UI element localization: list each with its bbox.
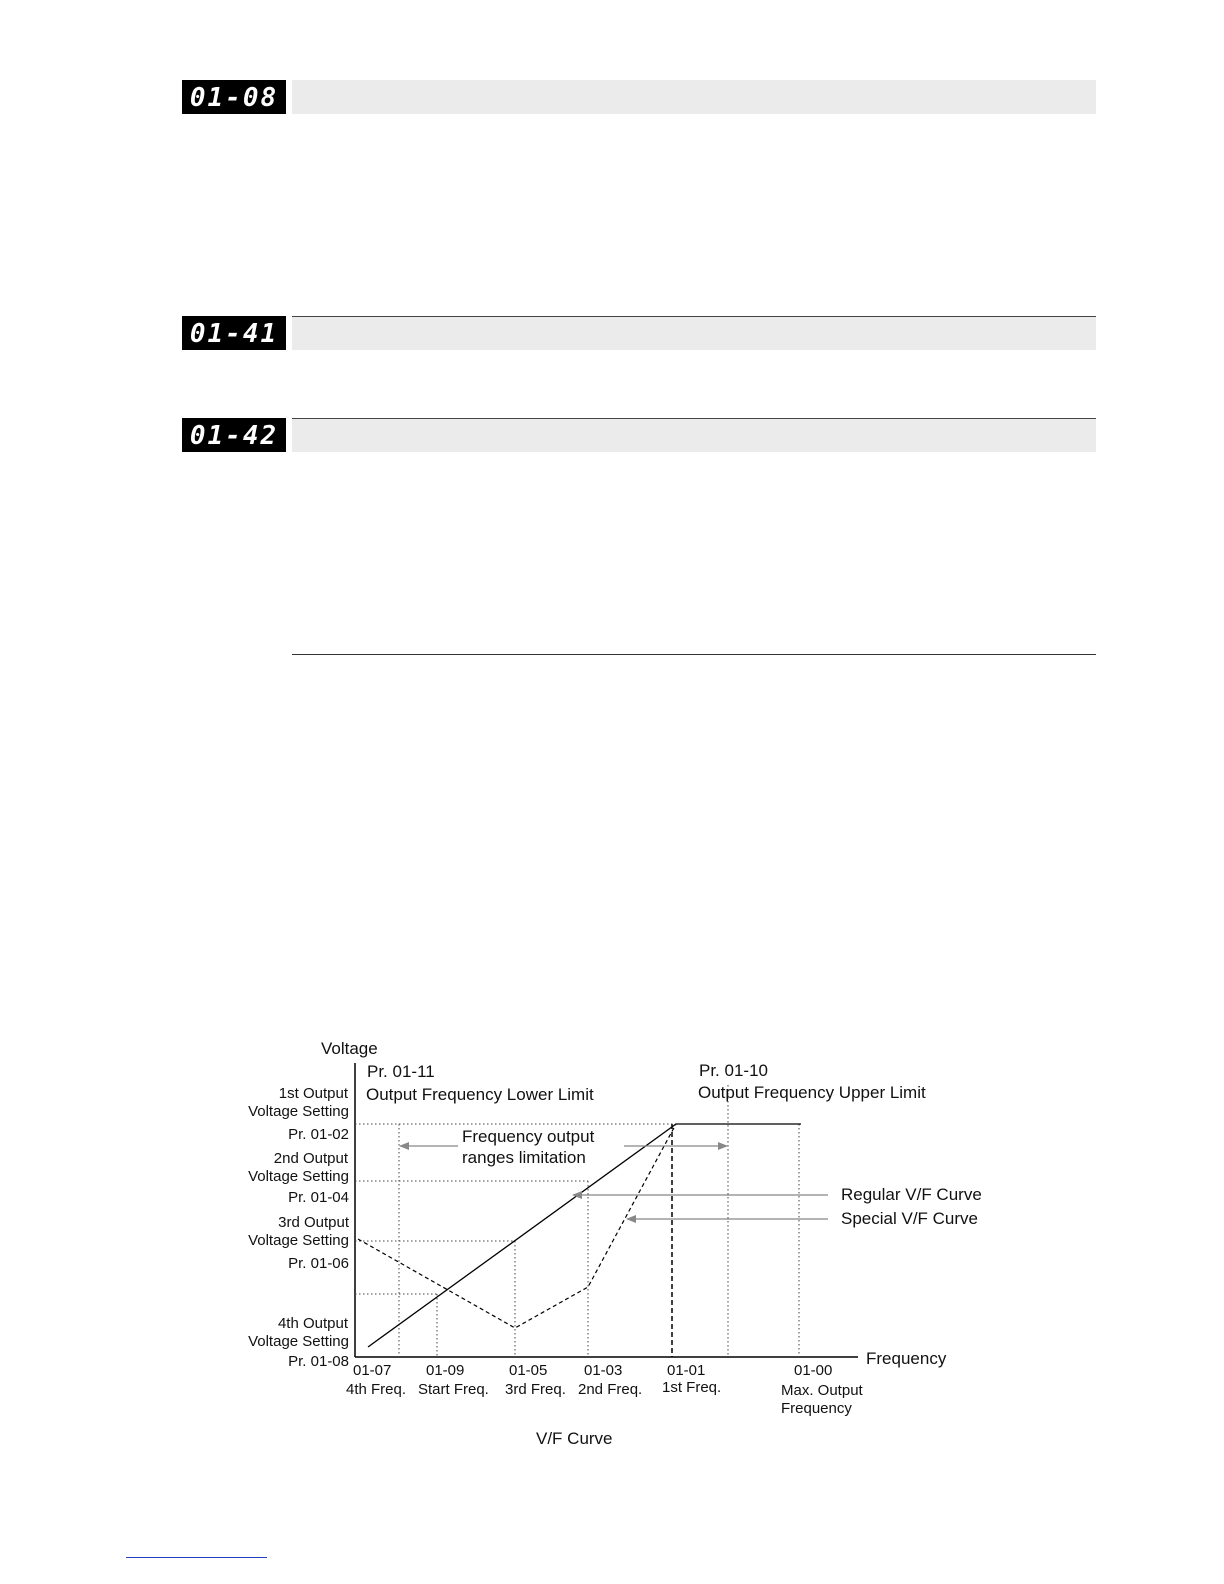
y-axis-label: Voltage — [321, 1039, 378, 1058]
v1-param: Pr. 01-02 — [288, 1126, 349, 1143]
v1-label-line2: Voltage Setting — [248, 1103, 349, 1120]
f3-param: 01-05 — [509, 1362, 548, 1379]
v4-label-line2: Voltage Setting — [248, 1333, 349, 1350]
f-max-param: 01-00 — [794, 1362, 833, 1379]
v4-label-line1: 4th Output — [277, 1315, 348, 1332]
param-code-text: 01-41 — [189, 319, 279, 349]
f2-param: 01-03 — [584, 1362, 623, 1379]
v3-label-line1: 3rd Output — [278, 1214, 349, 1231]
footer-link-underline[interactable] — [126, 1557, 267, 1558]
upper-limit-label: Output Frequency Upper Limit — [698, 1083, 926, 1102]
f1-name: 1st Freq. — [662, 1379, 722, 1396]
range-note-line2: ranges limitation — [462, 1148, 586, 1167]
v1-label-line1: 1st Output — [278, 1085, 348, 1102]
lower-limit-param: Pr. 01-11 — [367, 1062, 435, 1081]
f1-param: 01-01 — [667, 1362, 706, 1379]
f-max-name: Max. Output — [781, 1382, 863, 1399]
f3-name: 3rd Freq. — [505, 1381, 566, 1398]
f-max-name2: Frequency — [781, 1400, 852, 1417]
f2-name: 2nd Freq. — [578, 1381, 643, 1398]
f4-param: 01-07 — [353, 1362, 392, 1379]
param-code-text: 01-08 — [189, 83, 279, 113]
param-code-text: 01-42 — [189, 421, 279, 451]
legend-special: Special V/F Curve — [841, 1209, 978, 1228]
v3-param: Pr. 01-06 — [288, 1255, 349, 1272]
lower-limit-label: Output Frequency Lower Limit — [366, 1085, 594, 1104]
f-start-name: Start Freq. — [418, 1381, 489, 1398]
v3-label-line2: Voltage Setting — [248, 1232, 349, 1249]
v2-label-line1: 2nd Output — [273, 1150, 348, 1167]
upper-limit-param: Pr. 01-10 — [699, 1061, 768, 1080]
x-axis-label: Frequency — [866, 1349, 947, 1368]
v2-param: Pr. 01-04 — [288, 1189, 349, 1206]
diagram-caption: V/F Curve — [536, 1429, 613, 1448]
f-start-param: 01-09 — [426, 1362, 465, 1379]
v4-param: Pr. 01-08 — [288, 1353, 349, 1370]
legend-regular: Regular V/F Curve — [841, 1185, 982, 1204]
f4-name: 4th Freq. — [346, 1381, 407, 1398]
range-note-line1: Frequency output — [462, 1127, 595, 1146]
v2-label-line2: Voltage Setting — [248, 1168, 349, 1185]
